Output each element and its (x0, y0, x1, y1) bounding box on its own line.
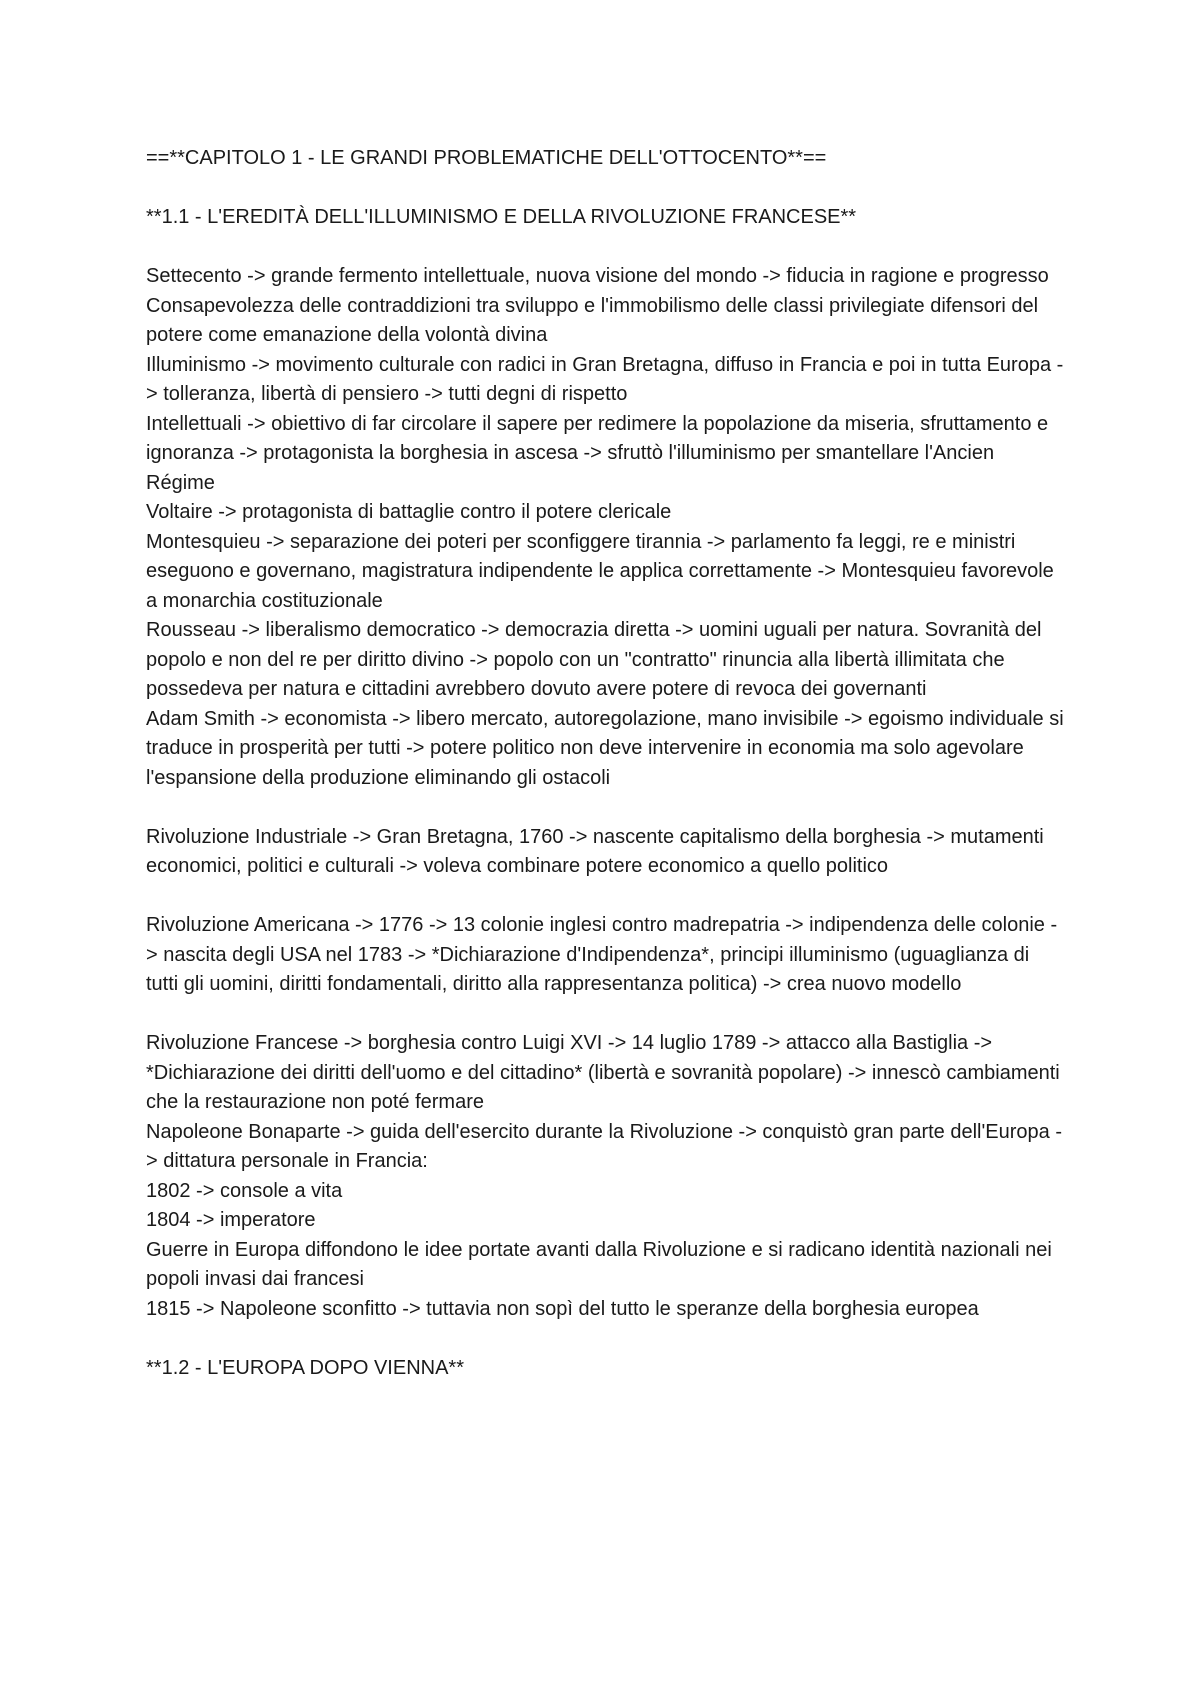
section-title-1-2: **1.2 - L'EUROPA DOPO VIENNA** (146, 1356, 464, 1379)
paragraph-consapevolezza: Consapevolezza delle contraddizioni tra sviluppo e l'immobilismo delle classi privilegiate difensori del potere come emanazione della volontà divina (146, 294, 1039, 346)
paragraph-settecento: Settecento -> grande fermento intellettuale, nuova visione del mondo -> fiducia in ragione e progresso (146, 265, 1049, 287)
blank-line (146, 233, 1066, 263)
paragraph-napoleone: Napoleone Bonaparte -> guida dell'esercito durante la Rivoluzione -> conquistò gran parte dell'Europa -> dittatura personale in Francia: (146, 1120, 1062, 1172)
paragraph-rivoluzione-americana: Rivoluzione Americana -> 1776 -> 13 colonie inglesi contro madrepatria -> indipendenza delle colonie -> nascita degli USA nel 1783 -> *Dichiarazione d'Indipendenza*, principi illuminismo (uguaglianza di tutti gli uomini, diritti fondamentali, diritto alla rappresentanza politica) -> crea nuovo modello (146, 914, 1058, 995)
blank-line (146, 1000, 1066, 1030)
paragraph-guerre: Guerre in Europa diffondono le idee portate avanti dalla Rivoluzione e si radicano identità nazionali nei popoli invasi dai francesi (146, 1238, 1052, 1290)
section-title-1-1: **1.1 - L'EREDITÀ DELL'ILLUMINISMO E DELLA RIVOLUZIONE FRANCESE** (146, 206, 857, 228)
document-body (146, 144, 1066, 1383)
paragraph-illuminismo: Illuminismo -> movimento culturale con radici in Gran Bretagna, diffuso in Francia e poi in tutta Europa -> tolleranza, libertà di pensiero -> tutti degni di rispetto (146, 353, 1064, 405)
paragraph-1815: 1815 -> Napoleone sconfitto -> tuttavia non sopì del tutto le speranze della borghesia europea (146, 1297, 979, 1320)
paragraph-1802: 1802 -> console a vita (146, 1179, 343, 1202)
paragraph-intellettuali: Intellettuali -> obiettivo di far circolare il sapere per redimere la popolazione da miseria, sfruttamento e ignoranza -> protagonista la borghesia in ascesa -> sfruttò l'illuminismo per smantellare l'Ancien Régime (146, 412, 1049, 494)
paragraph-montesquieu: Montesquieu -> separazione dei poteri per sconfiggere tirannia -> parlamento fa leggi, re e ministri eseguono e governano, magistratura indipendente le applica correttamente -> Montesquieu favorevole a monarchia costituzionale (146, 530, 1054, 612)
blank-line (146, 174, 1066, 204)
paragraph-1804: 1804 -> imperatore (146, 1209, 316, 1231)
blank-line (146, 1324, 1066, 1354)
blank-line (146, 793, 1066, 823)
paragraph-rivoluzione-francese: Rivoluzione Francese -> borghesia contro Luigi XVI -> 14 luglio 1789 -> attacco alla Bastiglia -> *Dichiarazione dei diritti dell'uomo e del cittadino* (libertà e sovranità popolare) -> innescò cambiamenti che la restaurazione non poté fermare (146, 1032, 1060, 1113)
paragraph-voltaire: Voltaire -> protagonista di battaglie contro il potere clericale (146, 501, 672, 523)
chapter-title: ==**CAPITOLO 1 - LE GRANDI PROBLEMATICHE DELL'OTTOCENTO**== (146, 147, 827, 169)
blank-line (146, 882, 1066, 912)
paragraph-rousseau: Rousseau -> liberalismo democratico -> democrazia diretta -> uomini uguali per natura. Sovranità del popolo e non del re per diritto divino -> popolo con un "contratto" rinuncia alla libertà illimitata che possedeva per natura e cittadini avrebbero dovuto avere potere di revoca dei governanti (146, 619, 1042, 700)
paragraph-rivoluzione-industriale: Rivoluzione Industriale -> Gran Bretagna, 1760 -> nascente capitalismo della borghesia -> mutamenti economici, politici e culturali -> voleva combinare potere economico a quello politico (146, 825, 1044, 877)
paragraph-adam-smith: Adam Smith -> economista -> libero mercato, autoregolazione, mano invisibile -> egoismo individuale si traduce in prosperità per tutti -> potere politico non deve intervenire in economia ma solo agevolare l'espansione della produzione eliminando gli ostacoli (146, 707, 1064, 789)
